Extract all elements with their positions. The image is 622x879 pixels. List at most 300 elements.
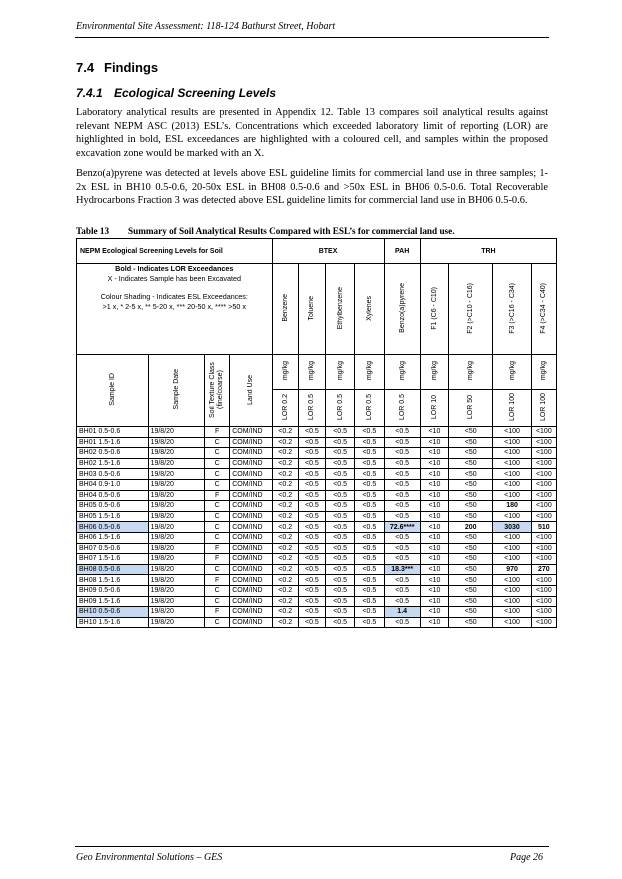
result-cell: <0.5 (384, 543, 420, 554)
sample-date: 19/8/20 (148, 575, 204, 586)
table-row (77, 532, 557, 543)
result-cell: <0.5 (298, 479, 325, 490)
analyte-header (355, 264, 384, 355)
soil-texture: C (205, 596, 230, 607)
result-cell: <0.2 (272, 575, 298, 586)
land-use: COM/IND (230, 564, 272, 575)
result-cell: <0.5 (298, 617, 325, 628)
result-cell: <0.2 (272, 490, 298, 501)
result-cell: <0.5 (326, 554, 355, 565)
table-row (77, 575, 557, 586)
result-cell: <0.5 (355, 458, 384, 469)
sample-date: 19/8/20 (148, 501, 204, 512)
result-cell: <10 (420, 554, 448, 565)
result-cell: <0.5 (355, 585, 384, 596)
lor-label: LOR 0.5 (336, 393, 344, 421)
result-cell: <100 (493, 575, 531, 586)
sample-date: 19/8/20 (148, 543, 204, 554)
result-cell: <0.5 (355, 522, 384, 533)
result-cell: <100 (493, 479, 531, 490)
lor-label: LOR 10 (430, 394, 438, 420)
result-cell: <100 (531, 532, 556, 543)
result-cell: <10 (420, 617, 448, 628)
soil-texture: C (205, 501, 230, 512)
unit-label: mg/kg (281, 361, 289, 381)
soil-texture: F (205, 427, 230, 438)
result-cell: <10 (420, 490, 448, 501)
unit-cell (298, 355, 325, 390)
result-cell: <0.5 (326, 607, 355, 618)
table-caption-number: Table 13 (76, 226, 110, 236)
land-use: COM/IND (230, 458, 272, 469)
result-cell: <0.5 (384, 448, 420, 459)
result-cell: <100 (493, 469, 531, 480)
unit-cell (449, 355, 493, 390)
soil-texture: C (205, 448, 230, 459)
result-cell: <0.5 (298, 469, 325, 480)
result-cell: <0.5 (384, 575, 420, 586)
lor-cell (355, 390, 384, 427)
land-use: COM/IND (230, 585, 272, 596)
result-cell: <0.5 (326, 469, 355, 480)
sample-date: 19/8/20 (148, 596, 204, 607)
result-cell: <0.5 (384, 585, 420, 596)
subsection-heading (76, 86, 276, 100)
lor-label: LOR 0.5 (308, 393, 316, 421)
result-cell: <0.5 (384, 479, 420, 490)
sample-id: BH04 0.9-1.0 (77, 479, 149, 490)
result-cell: <0.5 (326, 479, 355, 490)
result-cell: <100 (531, 469, 556, 480)
table-row (77, 554, 557, 565)
result-cell: <0.5 (326, 532, 355, 543)
result-cell: <0.5 (298, 511, 325, 522)
sample-id: BH06 1.5-1.6 (77, 532, 149, 543)
analyte-label: Ethylbenzene (336, 286, 344, 330)
soil-texture: F (205, 554, 230, 565)
land-use: COM/IND (230, 596, 272, 607)
result-cell: <50 (449, 564, 493, 575)
legend-bold: Bold - Indicates LOR Exceedances (115, 264, 234, 273)
landuse-header-label: Land Use (247, 374, 255, 405)
sample-date: 19/8/20 (148, 564, 204, 575)
result-cell: <100 (531, 511, 556, 522)
result-cell: <0.5 (326, 522, 355, 533)
result-cell: <50 (449, 596, 493, 607)
result-cell: <100 (531, 479, 556, 490)
result-cell: <0.5 (326, 490, 355, 501)
result-cell: 970 (493, 564, 531, 575)
result-cell: <0.5 (298, 437, 325, 448)
result-cell: <0.5 (384, 437, 420, 448)
unit-label: mg/kg (540, 361, 548, 381)
soil-texture: F (205, 575, 230, 586)
soil-texture: C (205, 479, 230, 490)
soil-texture: C (205, 458, 230, 469)
section-title: Findings (104, 60, 159, 75)
lor-label: LOR 100 (540, 392, 548, 422)
result-cell: <0.5 (326, 585, 355, 596)
footer-page-number: Page 26 (510, 852, 544, 863)
result-cell: <100 (531, 437, 556, 448)
result-cell: <10 (420, 607, 448, 618)
texture-header (205, 355, 230, 427)
unit-label: mg/kg (308, 361, 316, 381)
result-cell: <0.5 (384, 596, 420, 607)
result-cell: <10 (420, 532, 448, 543)
sample-date: 19/8/20 (148, 607, 204, 618)
result-cell: <0.5 (355, 511, 384, 522)
analyte-label: Toluene (308, 295, 316, 321)
result-cell: <0.5 (355, 554, 384, 565)
sample-id: BH04 0.5-0.6 (77, 490, 149, 501)
unit-cell (326, 355, 355, 390)
soil-texture: C (205, 585, 230, 596)
sample-date: 19/8/20 (148, 469, 204, 480)
result-cell: <0.5 (326, 501, 355, 512)
header-divider (75, 37, 549, 38)
result-cell: <0.5 (326, 543, 355, 554)
sample-id: BH02 1.5-1.6 (77, 458, 149, 469)
sample-id: BH07 1.5-1.6 (77, 554, 149, 565)
table-row (77, 596, 557, 607)
result-cell: <0.5 (355, 469, 384, 480)
result-cell: 18.3*** (384, 564, 420, 575)
result-cell: <0.5 (384, 554, 420, 565)
lor-cell (298, 390, 325, 427)
result-cell: 200 (449, 522, 493, 533)
result-cell: <50 (449, 448, 493, 459)
lor-cell (326, 390, 355, 427)
sample-id: BH08 0.5-0.6 (77, 564, 149, 575)
sample-date: 19/8/20 (148, 427, 204, 438)
table-row (77, 543, 557, 554)
lor-label: LOR 0.5 (365, 393, 373, 421)
result-cell: <0.5 (326, 511, 355, 522)
footer-company: Geo Environmental Solutions – GES (76, 852, 223, 863)
lor-label: LOR 0.5 (398, 393, 406, 421)
result-cell: <10 (420, 427, 448, 438)
sample-id: BH03 0.5-0.6 (77, 469, 149, 480)
result-cell: <100 (531, 458, 556, 469)
result-cell: <100 (493, 596, 531, 607)
sample-id: BH09 1.5-1.6 (77, 596, 149, 607)
result-cell: <0.5 (355, 448, 384, 459)
soil-texture: C (205, 532, 230, 543)
land-use: COM/IND (230, 617, 272, 628)
result-cell: <10 (420, 511, 448, 522)
result-cell: <0.2 (272, 479, 298, 490)
result-cell: <0.5 (355, 532, 384, 543)
analyte-label: Xylenes (365, 295, 373, 321)
result-cell: <0.5 (355, 479, 384, 490)
result-cell: <0.5 (384, 532, 420, 543)
result-cell: <10 (420, 458, 448, 469)
result-cell: <100 (531, 585, 556, 596)
result-cell: <0.2 (272, 501, 298, 512)
result-cell: <0.2 (272, 522, 298, 533)
result-cell: <100 (531, 427, 556, 438)
result-cell: <0.2 (272, 617, 298, 628)
result-cell: <0.5 (326, 427, 355, 438)
section-number: 7.4 (76, 60, 95, 75)
lor-cell (449, 390, 493, 427)
analyte-label: Benzo(a)pyrene (398, 283, 406, 333)
paragraph-2: Benzo(a)pyrene was detected at levels above ESL guideline limits for commercial land use in three samples; 1-2x ESL in BH10 0.5-0.6, 20-50x ESL in BH08 0.5-0.6 and >50x ESL in BH06 0.5-0.6. Total Recoverable Hydrocarbons Fraction 3 was detected above ESL guideline limits for commercial land use in BH06 0.5-0.6. (76, 168, 548, 207)
result-cell: <50 (449, 554, 493, 565)
result-cell: <100 (531, 490, 556, 501)
table-row (77, 511, 557, 522)
table-row (77, 490, 557, 501)
result-cell: <0.5 (298, 554, 325, 565)
result-cell: <100 (531, 448, 556, 459)
table-caption (76, 226, 455, 236)
sample-id: BH10 1.5-1.6 (77, 617, 149, 628)
result-cell: <0.2 (272, 596, 298, 607)
soil-texture: C (205, 522, 230, 533)
result-cell: <0.2 (272, 564, 298, 575)
land-use: COM/IND (230, 427, 272, 438)
land-use: COM/IND (230, 543, 272, 554)
result-cell: <100 (493, 532, 531, 543)
result-cell: <10 (420, 479, 448, 490)
result-cell: <100 (531, 501, 556, 512)
land-use: COM/IND (230, 437, 272, 448)
landuse-header (230, 355, 272, 427)
lor-label: LOR 50 (467, 394, 475, 420)
analyte-header (493, 264, 531, 355)
soil-texture: C (205, 617, 230, 628)
result-cell: <0.5 (355, 607, 384, 618)
sample-date: 19/8/20 (148, 458, 204, 469)
result-cell: <0.5 (355, 490, 384, 501)
result-cell: <50 (449, 458, 493, 469)
unit-label: mg/kg (365, 361, 373, 381)
result-cell: <100 (493, 437, 531, 448)
result-cell: <0.5 (298, 522, 325, 533)
lor-label: LOR 100 (508, 392, 516, 422)
analyte-label: Benzene (281, 294, 289, 322)
unit-cell (355, 355, 384, 390)
result-cell: <0.5 (384, 511, 420, 522)
result-cell: <0.5 (355, 437, 384, 448)
result-cell: <50 (449, 490, 493, 501)
result-cell: <0.5 (298, 575, 325, 586)
legend-excavated: X - Indicates Sample has been Excavated (107, 274, 242, 283)
result-cell: <10 (420, 585, 448, 596)
result-cell: <0.5 (326, 617, 355, 628)
table-row (77, 564, 557, 575)
result-cell: <100 (531, 596, 556, 607)
result-cell: <10 (420, 448, 448, 459)
result-cell: <100 (493, 554, 531, 565)
land-use: COM/IND (230, 554, 272, 565)
land-use: COM/IND (230, 469, 272, 480)
result-cell: <100 (531, 554, 556, 565)
result-cell: 270 (531, 564, 556, 575)
esl-summary-table (76, 238, 557, 628)
unit-cell (493, 355, 531, 390)
result-cell: <0.5 (298, 458, 325, 469)
result-cell: <100 (531, 543, 556, 554)
result-cell: <0.2 (272, 554, 298, 565)
result-cell: <0.5 (298, 543, 325, 554)
result-cell: <0.5 (326, 437, 355, 448)
sample-date: 19/8/20 (148, 479, 204, 490)
result-cell: <0.5 (298, 596, 325, 607)
result-cell: <100 (531, 575, 556, 586)
land-use: COM/IND (230, 511, 272, 522)
result-cell: <50 (449, 532, 493, 543)
id-header (77, 355, 149, 427)
land-use: COM/IND (230, 490, 272, 501)
result-cell: <0.5 (355, 575, 384, 586)
texture-header-label: Soil Texture Class (fine/coarse) (209, 361, 225, 418)
result-cell: <0.5 (355, 501, 384, 512)
unit-label: mg/kg (467, 361, 475, 381)
sample-date: 19/8/20 (148, 554, 204, 565)
sample-date: 19/8/20 (148, 448, 204, 459)
result-cell: <0.5 (326, 458, 355, 469)
sample-id: BH09 0.5-0.6 (77, 585, 149, 596)
table-row (77, 469, 557, 480)
unit-cell (384, 355, 420, 390)
result-cell: <0.2 (272, 448, 298, 459)
result-cell: <0.2 (272, 427, 298, 438)
soil-texture: C (205, 564, 230, 575)
table-row (77, 437, 557, 448)
result-cell: <100 (493, 511, 531, 522)
result-cell: <100 (493, 543, 531, 554)
result-cell: <0.5 (298, 490, 325, 501)
group-trh: TRH (420, 239, 556, 264)
result-cell: <0.5 (384, 617, 420, 628)
lor-cell (531, 390, 556, 427)
result-cell: <100 (493, 607, 531, 618)
table-body (77, 427, 557, 628)
result-cell: <0.5 (384, 458, 420, 469)
soil-texture: C (205, 511, 230, 522)
lor-label: LOR 0.2 (281, 393, 289, 421)
result-cell: <50 (449, 437, 493, 448)
result-cell: <100 (493, 617, 531, 628)
result-cell: <0.5 (355, 427, 384, 438)
land-use: COM/IND (230, 501, 272, 512)
subsection-number: 7.4.1 (76, 86, 103, 100)
soil-texture: F (205, 543, 230, 554)
result-cell: <0.2 (272, 511, 298, 522)
date-header (148, 355, 204, 427)
legend-shading-scale: >1 x, * 2-5 x, ** 5-20 x, *** 20-50 x, **** >50 x (102, 302, 247, 311)
table-row (77, 607, 557, 618)
sample-date: 19/8/20 (148, 437, 204, 448)
result-cell: 3030 (493, 522, 531, 533)
result-cell: <50 (449, 575, 493, 586)
group-pah: PAH (384, 239, 420, 264)
table-row (77, 585, 557, 596)
result-cell: <10 (420, 564, 448, 575)
analyte-label: F4 (>C34 - C40) (540, 282, 548, 334)
sample-date: 19/8/20 (148, 532, 204, 543)
lor-cell (420, 390, 448, 427)
result-cell: <0.2 (272, 458, 298, 469)
soil-texture: C (205, 437, 230, 448)
sample-id: BH07 0.5-0.6 (77, 543, 149, 554)
unit-label: mg/kg (430, 361, 438, 381)
result-cell: <0.5 (298, 607, 325, 618)
analyte-label: F3 (>C16 - C34) (508, 282, 516, 334)
table-title: NEPM Ecological Screening Levels for Soil (77, 239, 273, 264)
analyte-label: F2 (>C10 - C16) (467, 282, 475, 334)
table-row (77, 458, 557, 469)
result-cell: <0.2 (272, 532, 298, 543)
section-heading (76, 60, 158, 75)
analyte-label: F1 (C6 - C10) (430, 286, 438, 330)
result-cell: <0.5 (326, 564, 355, 575)
result-cell: <0.5 (355, 564, 384, 575)
result-cell: <0.5 (298, 532, 325, 543)
result-cell: <0.5 (298, 427, 325, 438)
group-btex: BTEX (272, 239, 384, 264)
table-row (77, 427, 557, 438)
unit-cell (531, 355, 556, 390)
land-use: COM/IND (230, 607, 272, 618)
analyte-header (326, 264, 355, 355)
soil-texture: C (205, 469, 230, 480)
land-use: COM/IND (230, 479, 272, 490)
result-cell: <50 (449, 585, 493, 596)
analyte-header (449, 264, 493, 355)
table-caption-text: Summary of Soil Analytical Results Compared with ESL’s for commercial land use. (128, 226, 455, 236)
result-cell: <10 (420, 437, 448, 448)
unit-label: mg/kg (398, 361, 406, 381)
soil-texture: F (205, 490, 230, 501)
result-cell: <100 (531, 607, 556, 618)
result-cell: <0.5 (298, 501, 325, 512)
result-cell: <0.2 (272, 469, 298, 480)
sample-id: BH05 1.5-1.6 (77, 511, 149, 522)
result-cell: <0.5 (384, 501, 420, 512)
land-use: COM/IND (230, 448, 272, 459)
result-cell: <0.5 (326, 596, 355, 607)
result-cell: <100 (493, 448, 531, 459)
result-cell: <100 (493, 490, 531, 501)
sample-id: BH08 1.5-1.6 (77, 575, 149, 586)
table-row (77, 522, 557, 533)
unit-cell (420, 355, 448, 390)
result-cell: <50 (449, 617, 493, 628)
result-cell: 1.4 (384, 607, 420, 618)
sample-id: BH05 0.5-0.6 (77, 501, 149, 512)
result-cell: <100 (493, 585, 531, 596)
result-cell: <0.2 (272, 437, 298, 448)
subsection-title: Ecological Screening Levels (114, 86, 277, 100)
id-header-label: Sample ID (108, 373, 116, 406)
sample-id: BH01 0.5-0.6 (77, 427, 149, 438)
result-cell: <10 (420, 596, 448, 607)
land-use: COM/IND (230, 575, 272, 586)
analyte-header (298, 264, 325, 355)
legend-shading: Colour Shading - Indicates ESL Exceedances: (100, 292, 248, 301)
page-header: Environmental Site Assessment: 118-124 Bathurst Street, Hobart (76, 21, 336, 32)
result-cell: <0.2 (272, 607, 298, 618)
unit-label: mg/kg (508, 361, 516, 381)
analyte-header (272, 264, 298, 355)
legend (77, 264, 273, 355)
result-cell: <50 (449, 501, 493, 512)
sample-date: 19/8/20 (148, 490, 204, 501)
unit-cell (272, 355, 298, 390)
